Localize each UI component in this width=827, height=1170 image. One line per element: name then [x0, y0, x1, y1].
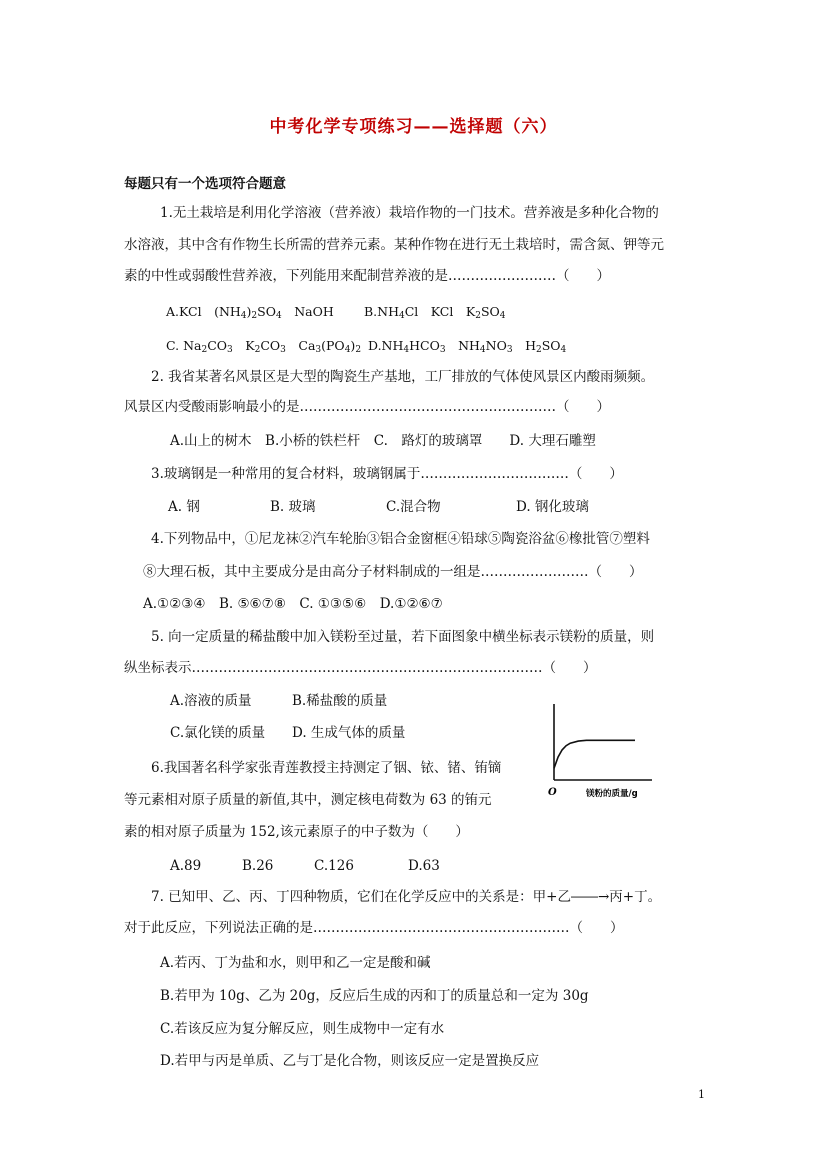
- q4-options: A.①②③④ B. ⑤⑥⑦⑧ C. ①③⑤⑥ D.①②⑥⑦: [143, 596, 443, 612]
- origin-label: O: [548, 787, 557, 798]
- q5-line1: 5. 向一定质量的稀盐酸中加入镁粉至过量，若下面图象中横坐标表示镁粉的质量，则: [151, 629, 655, 645]
- q1-line1: 1.无土栽培是利用化学溶液（营养液）栽培作物的一门技术。营养液是多种化合物的: [160, 205, 659, 221]
- q7-line2: 对于此反应，下列说法正确的是…………………………………………………（ ）: [124, 920, 624, 936]
- q7-option-c: C.若该反应为复分解反应，则生成物中一定有水: [160, 1021, 445, 1037]
- q6-line2: 等元素相对原子质量的新值,其中，测定核电荷数为 63 的铕元: [124, 792, 492, 808]
- data-line: [554, 740, 635, 768]
- q5-option-d: D. 生成气体的质量: [292, 725, 406, 741]
- q3-line1: 3.玻璃钢是一种常用的复合材料，玻璃钢属于……………………………（ ）: [151, 466, 623, 482]
- q2-line1: 2. 我省某著名风景区是大型的陶瓷生产基地，工厂排放的气体使风景区内酸雨频频。: [151, 369, 655, 385]
- q6-option-b: B.26: [242, 858, 274, 874]
- q6-option-c: C.126: [314, 858, 354, 874]
- q1-option-c: C. $Na_2CO_3$ $K_2CO_3$ $Ca_3(PO_4)_2$: [166, 338, 362, 355]
- q5-line2: 纵坐标表示……………………………………………………………………（ ）: [124, 660, 597, 676]
- q1-line3: 素的中性或弱酸性营养液，下列能用来配制营养液的是……………………（ ）: [124, 268, 610, 284]
- page-title: 中考化学专项练习——选择题（六）: [269, 117, 558, 137]
- q6-line1: 6.我国著名科学家张青莲教授主持测定了铟、铱、锗、铕镝: [151, 760, 502, 776]
- q2-line2: 风景区内受酸雨影响最小的是…………………………………………………（ ）: [124, 399, 610, 415]
- q5-option-c: C.氯化镁的质量: [170, 725, 266, 741]
- q5-option-a: A.溶液的质量: [170, 693, 252, 709]
- q6-option-d: D.63: [408, 858, 440, 874]
- q4-line1: 4.下列物品中，①尼龙袜②汽车轮胎③铝合金窗框④铅球⑤陶瓷浴盆⑥橡批管⑦塑料: [151, 531, 650, 547]
- x-axis-label: 镁粉的质量/g: [586, 789, 638, 799]
- q6-line3: 素的相对原子质量为 152,该元素原子的中子数为（ ）: [124, 824, 469, 840]
- q3-option-c: C.混合物: [386, 499, 441, 515]
- q7-option-a: A.若丙、丁为盐和水，则甲和乙一定是酸和碱: [160, 955, 431, 971]
- instruction: 每题只有一个选项符合题意: [124, 176, 286, 192]
- q6-option-a: A.89: [170, 858, 202, 874]
- q7-line1: 7. 已知甲、乙、丙、丁四种物质，它们在化学反应中的关系是：甲+乙――→丙+丁。: [151, 889, 662, 905]
- q3-option-d: D. 钢化玻璃: [516, 499, 589, 515]
- q1-option-b: $B.NH_4Cl$ KCl $K_2SO_4$: [364, 304, 506, 321]
- q7-option-b: B.若甲为 10g、乙为 20g，反应后生成的丙和丁的质量总和一定为 30g: [160, 988, 589, 1004]
- page-number: 1: [698, 1088, 705, 1101]
- q1-line2: 水溶液，其中含有作物生长所需的营养元素。某种作物在进行无土栽培时，需含氮、钾等元: [124, 237, 664, 253]
- q5-option-b: B.稀盐酸的质量: [292, 693, 388, 709]
- q4-line2: ⑧大理石板，其中主要成分是由高分子材料制成的一组是……………………（ ）: [143, 564, 643, 580]
- q3-option-b: B. 玻璃: [270, 499, 316, 515]
- q1-option-d: $D.NH_4HCO_3$ $NH_4NO_3$ $H_2SO_4$: [368, 338, 567, 355]
- q7-option-d: D.若甲与丙是单质、乙与丁是化合物，则该反应一定是置换反应: [160, 1053, 540, 1069]
- q3-option-a: A. 钢: [168, 499, 200, 515]
- q5-chart: [540, 690, 658, 808]
- q2-options: A.山上的树木 B.小桥的铁栏杆 C. 路灯的玻璃罩 D. 大理石雕塑: [170, 433, 596, 449]
- q1-option-a: A.KCl $(NH_4)_2SO_4$ NaOH: [166, 304, 334, 321]
